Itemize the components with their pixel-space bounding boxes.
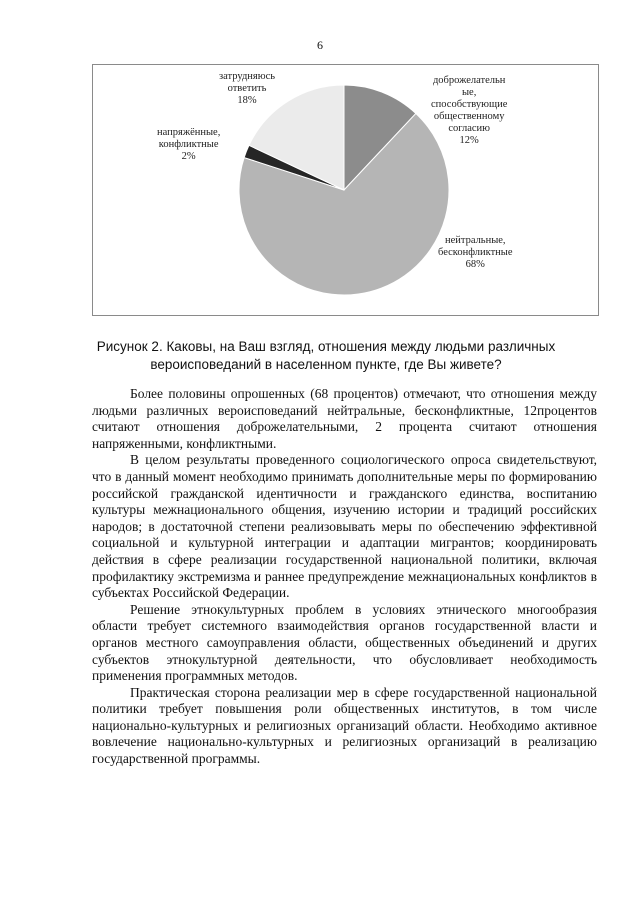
pie-chart-canvas	[93, 65, 600, 317]
pie-chart	[92, 64, 599, 316]
slice-label-line: затрудняюсь	[219, 71, 276, 82]
figure-caption	[96, 338, 556, 374]
slice-label-line: доброжелательн	[432, 75, 506, 86]
slice-label-tense	[157, 127, 220, 163]
slice-label-line: способствующие	[431, 99, 508, 110]
slice-label-line: ответить	[227, 83, 267, 94]
caption-line-1: Рисунок 2. Каковы, на Ваш взгляд, отношения между людьми различных	[96, 339, 556, 354]
slice-label-line: нейтральные,	[444, 235, 506, 246]
paragraph: В целом результаты проведенного социологического опроса свидетельствуют, что в данный момент необходимо принимать дополнительные меры по формированию российской гражданской идентичности и гражданского единства, воспитанию культуры межнационального общения, изучению истории и традиций российских народов; в достаточной степени реализовывать меры по обеспечению эффективной социальной и культурной интеграции и адаптации мигрантов; координировать действия в сфере реализации государственной национальной политики, включая профилактику экстремизма и раннее предупреждение межнациональных конфликтов в субъектах Российской Федерации.	[92, 452, 597, 601]
slice-label-line: напряжённые,	[157, 127, 221, 138]
slice-label-line: ые,	[462, 87, 477, 98]
page-number: 6	[317, 38, 323, 52]
slice-label-neutral	[438, 235, 513, 271]
slice-percent-undecided: 18%	[237, 95, 257, 106]
slice-label-line: бесконфликтные	[438, 247, 513, 258]
slice-percent-friendly: 12%	[459, 135, 479, 146]
slice-label-line: согласию	[448, 123, 491, 134]
slice-percent-tense: 2%	[181, 151, 196, 162]
body-text	[92, 386, 597, 768]
slice-label-line: общественному	[433, 111, 505, 122]
slice-label-line: конфликтные	[158, 139, 219, 150]
paragraph: Решение этнокультурных проблем в условиях этнического многообразия области требует системного взаимодействия органов государственной власти и органов местного самоуправления области, общественных объединений и других субъектов этнокультурной деятельности, что обусловливает необходимость применения программных методов.	[92, 601, 597, 684]
slice-percent-neutral: 68%	[465, 259, 485, 270]
caption-line-2: вероисповеданий в населенном пункте, где Вы живете?	[150, 357, 502, 372]
paragraph: Более половины опрошенных (68 процентов) отмечают, что отношения между людьми различных вероисповеданий нейтральные, бесконфликтные, 12процентов считают отношения доброжелательными, 2 процента считают отношения напряженными, конфликтными.	[92, 386, 597, 451]
slice-label-friendly	[431, 75, 507, 147]
slice-label-undecided	[219, 71, 275, 107]
paragraph: Практическая сторона реализации мер в сфере государственной национальной политики требует повышения роли общественных институтов, в том числе национально-культурных и религиозных организаций области. Необходимо активное вовлечение национально-культурных и религиозных организаций в реализацию государственной программы.	[92, 684, 597, 767]
